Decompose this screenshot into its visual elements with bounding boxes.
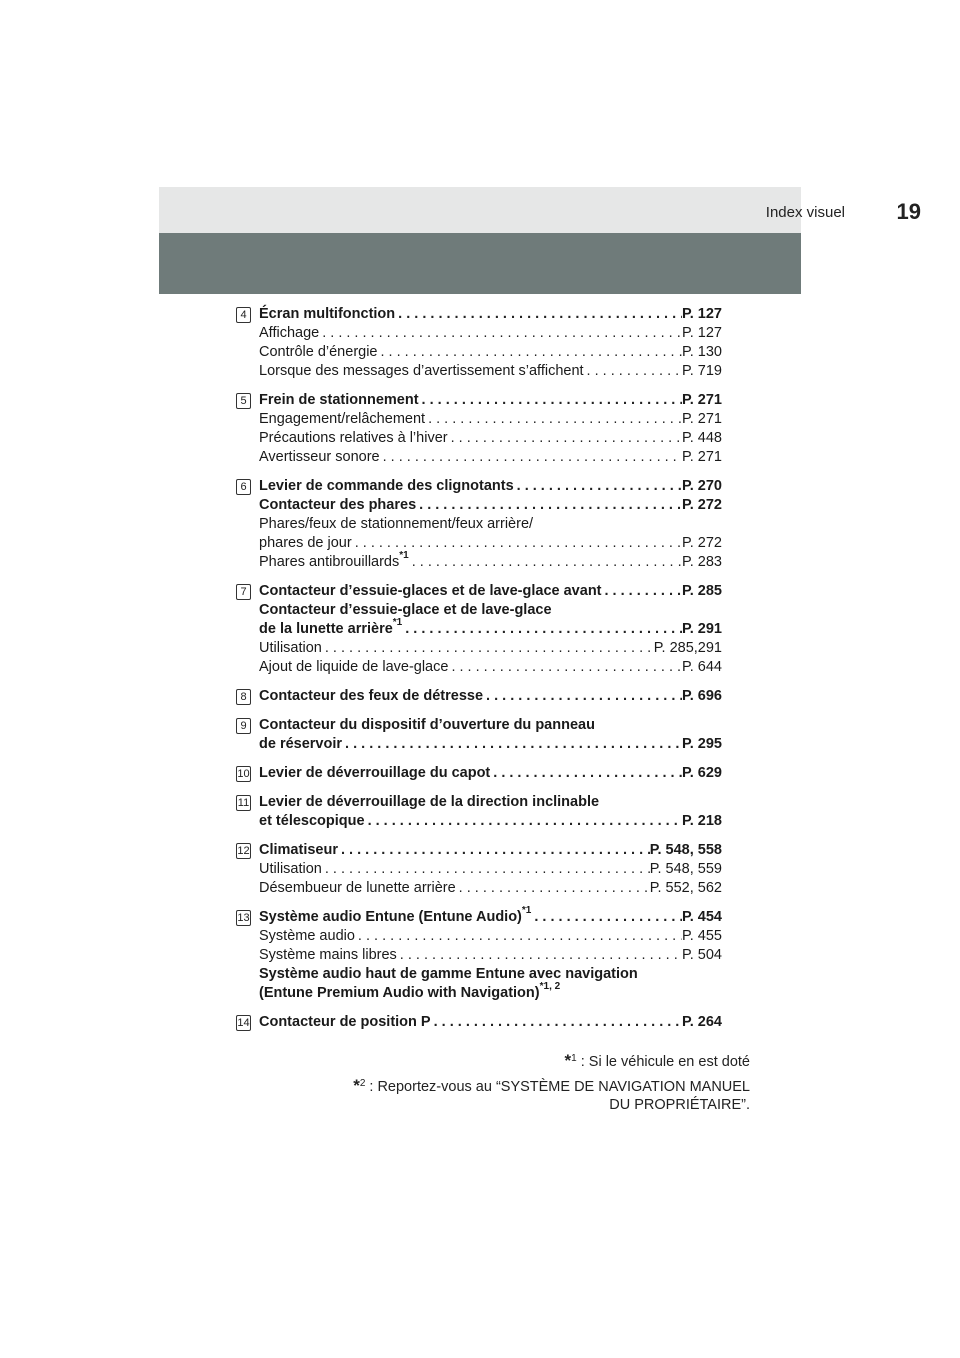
page-section-title: Index visuel: [765, 204, 845, 221]
page-reference: P. 548, 559: [649, 861, 722, 877]
index-entry[interactable]: [259, 716, 722, 735]
entry-label: (Entune Premium Audio with Navigation)$^{*1, 2}$: [259, 981, 561, 1001]
page-reference: P. 291: [681, 621, 722, 637]
entry-label: Levier de déverrouillage du capot: [259, 765, 491, 781]
index-subentry[interactable]: [259, 448, 722, 467]
callout-number-badge: 4: [236, 307, 251, 323]
page-reference: P. 271: [681, 449, 722, 465]
index-subentry[interactable]: [259, 343, 722, 362]
dot-leader: [514, 477, 682, 496]
index-subentry[interactable]: [259, 879, 722, 898]
index-entry[interactable]: [259, 764, 722, 783]
index-subentry[interactable]: [259, 410, 722, 429]
footnote-symbol: *: [564, 1051, 572, 1070]
index-section: [236, 716, 722, 754]
index-subentry[interactable]: [259, 860, 722, 879]
index-entry[interactable]: [259, 735, 722, 754]
index-entry[interactable]: [259, 617, 722, 639]
dot-leader: [355, 927, 682, 946]
entry-label: Phares/feux de stationnement/feux arrière/: [259, 516, 534, 532]
page-reference: P. 272: [681, 535, 722, 551]
entry-label: Levier de commande des clignotants: [259, 478, 514, 494]
callout-number-badge: 7: [236, 584, 251, 600]
entry-label: Désembueur de lunette arrière: [259, 880, 456, 896]
dot-leader: [416, 496, 682, 515]
page-reference: P. 130: [681, 344, 722, 360]
dot-leader: [425, 410, 682, 429]
entry-label: Engagement/relâchement: [259, 411, 426, 427]
index-entry[interactable]: [259, 391, 722, 410]
entry-label: Ajout de liquide de lave-glace: [259, 659, 449, 675]
index-section: [236, 764, 722, 783]
dot-leader: [322, 639, 654, 658]
index-subentry[interactable]: [259, 927, 722, 946]
footnote-marker: *1: [399, 550, 409, 562]
index-section: [236, 1013, 722, 1032]
index-section: [236, 582, 722, 677]
index-section: [236, 305, 722, 381]
callout-number-badge: 5: [236, 393, 251, 409]
page-reference: P. 295: [681, 736, 722, 752]
visual-index-list: [236, 305, 722, 1042]
dot-leader: [397, 946, 682, 965]
index-subentry[interactable]: [259, 324, 722, 343]
index-section: [236, 391, 722, 467]
callout-number-badge: 12: [237, 845, 250, 857]
callout-number-badge: 9: [236, 718, 251, 734]
header-band: [159, 233, 801, 294]
dot-leader: [395, 305, 682, 324]
footnote-text: : Si le véhicule en est doté: [576, 1054, 750, 1070]
dot-leader: [584, 362, 682, 381]
entry-label: Contacteur d’essuie-glaces et de lave-glace avant: [259, 583, 602, 599]
index-subentry[interactable]: [259, 946, 722, 965]
entry-label: Contacteur d’essuie-glace et de lave-glace: [259, 602, 552, 618]
dot-leader: [319, 324, 682, 343]
index-entry[interactable]: [259, 793, 722, 812]
callout-number-badge: 11: [237, 797, 250, 809]
page-reference: P. 629: [681, 765, 722, 781]
index-subentry[interactable]: [259, 515, 722, 534]
entry-label: Utilisation: [259, 640, 322, 656]
entry-label: de réservoir: [259, 736, 343, 752]
footnote-marker: *1: [392, 617, 403, 629]
callout-number-badge: 6: [236, 479, 251, 495]
entry-label: Climatiseur: [259, 842, 338, 858]
entry-label: Contacteur des phares: [259, 497, 417, 513]
index-entry[interactable]: [259, 905, 722, 927]
dot-leader: [419, 391, 682, 410]
index-subentry[interactable]: [259, 639, 722, 658]
callout-number-badge: 13: [237, 912, 250, 924]
dot-leader: [448, 429, 682, 448]
dot-leader: [490, 764, 682, 783]
index-entry[interactable]: [259, 687, 722, 706]
index-entry[interactable]: [259, 601, 722, 620]
footnote-marker: *1: [521, 905, 532, 917]
footnote: [353, 1052, 750, 1072]
page-reference: P. 283: [681, 554, 722, 570]
page-reference: P. 127: [681, 306, 722, 322]
callout-number-badge: 8: [236, 689, 251, 705]
page-reference: P. 285: [681, 583, 722, 599]
footnote-text-continued: DU PROPRIÉTAIRE”.: [609, 1097, 750, 1113]
page-reference: P. 285,291: [653, 640, 722, 656]
callout-number-badge: 10: [237, 768, 250, 780]
index-subentry[interactable]: [259, 550, 722, 572]
index-entry[interactable]: [259, 496, 722, 515]
entry-label: Phares antibrouillards$^{*1}$: [259, 550, 409, 570]
page-reference: P. 271: [681, 411, 722, 427]
index-entry[interactable]: [259, 812, 722, 831]
dot-leader: [378, 343, 682, 362]
dot-leader: [602, 582, 682, 601]
dot-leader: [448, 658, 682, 677]
page-reference: P. 272: [681, 497, 722, 513]
page-reference: P. 271: [681, 392, 722, 408]
page-reference: P. 270: [681, 478, 722, 494]
page-reference: P. 455: [681, 928, 722, 944]
footnote-marker: *1, 2: [539, 981, 561, 993]
index-subentry[interactable]: [259, 658, 722, 677]
dot-leader: [402, 620, 682, 639]
page-reference: P. 548, 558: [649, 842, 722, 858]
page-reference: P. 454: [681, 909, 722, 925]
header-bar: [159, 187, 801, 233]
entry-label: Contacteur du dispositif d’ouverture du panneau: [259, 717, 595, 733]
index-subentry[interactable]: [259, 534, 722, 553]
page-reference: P. 644: [681, 659, 722, 675]
entry-label: Écran multifonction: [259, 306, 396, 322]
entry-label: Contacteur des feux de détresse: [259, 688, 484, 704]
entry-label: Contacteur de position P: [259, 1014, 431, 1030]
index-entry[interactable]: [259, 582, 722, 601]
entry-label: Système audio haut de gamme Entune avec navigation: [259, 966, 638, 982]
entry-label: phares de jour: [259, 535, 352, 551]
dot-leader: [483, 687, 682, 706]
dot-leader: [365, 812, 682, 831]
dot-leader: [531, 908, 682, 927]
page-reference: P. 218: [681, 813, 722, 829]
dot-leader: [409, 553, 682, 572]
entry-label: Affichage: [259, 325, 320, 341]
entry-label: Système mains libres: [259, 947, 397, 963]
page-reference: P. 696: [681, 688, 722, 704]
index-entry[interactable]: [259, 841, 722, 860]
page-reference: P. 264: [681, 1014, 722, 1030]
callout-number-badge: 14: [237, 1017, 250, 1029]
footnote: [353, 1077, 750, 1114]
dot-leader: [342, 735, 682, 754]
index-section: [236, 477, 722, 572]
footnotes: [353, 1052, 750, 1119]
index-entry[interactable]: [259, 305, 722, 324]
entry-label: Frein de stationnement: [259, 392, 419, 408]
entry-label: Levier de déverrouillage de la direction inclinable: [259, 794, 600, 810]
page-reference: P. 127: [681, 325, 722, 341]
page-number: 19: [896, 199, 921, 224]
dot-leader: [338, 841, 650, 860]
index-section: [236, 905, 722, 1003]
page-reference: P. 719: [681, 363, 722, 379]
index-entry[interactable]: [259, 1013, 722, 1032]
page-reference: P. 552, 562: [649, 880, 722, 896]
entry-label: Avertisseur sonore: [259, 449, 380, 465]
index-section: [236, 687, 722, 706]
entry-label: de la lunette arrière$^{*1}$: [259, 617, 403, 637]
footnote-number: 2: [359, 1078, 366, 1089]
footnote-symbol: *: [353, 1076, 360, 1095]
footnote-number: 1: [571, 1053, 577, 1064]
dot-leader: [431, 1013, 682, 1032]
page-reference: P. 504: [681, 947, 722, 963]
dot-leader: [380, 448, 682, 467]
page-reference: P. 448: [681, 430, 722, 446]
footnote-text: : Reportez-vous au “SYSTÈME DE NAVIGATION MANUEL: [365, 1079, 750, 1095]
entry-label: Lorsque des messages d’avertissement s’affichent: [259, 363, 584, 379]
index-section: [236, 841, 722, 898]
entry-label: et télescopique: [259, 813, 365, 829]
index-section: [236, 793, 722, 831]
index-subentry[interactable]: [259, 429, 722, 448]
entry-label: Contrôle d’énergie: [259, 344, 378, 360]
index-subentry[interactable]: [259, 362, 722, 381]
entry-label: Utilisation: [259, 861, 322, 877]
entry-label: Système audio: [259, 928, 355, 944]
index-entry[interactable]: [259, 981, 722, 1003]
dot-leader: [456, 879, 650, 898]
entry-label: Système audio Entune (Entune Audio)$^{*1}$: [259, 905, 532, 925]
entry-label: Précautions relatives à l’hiver: [259, 430, 448, 446]
index-entry[interactable]: [259, 965, 722, 984]
index-entry[interactable]: [259, 477, 722, 496]
dot-leader: [322, 860, 650, 879]
